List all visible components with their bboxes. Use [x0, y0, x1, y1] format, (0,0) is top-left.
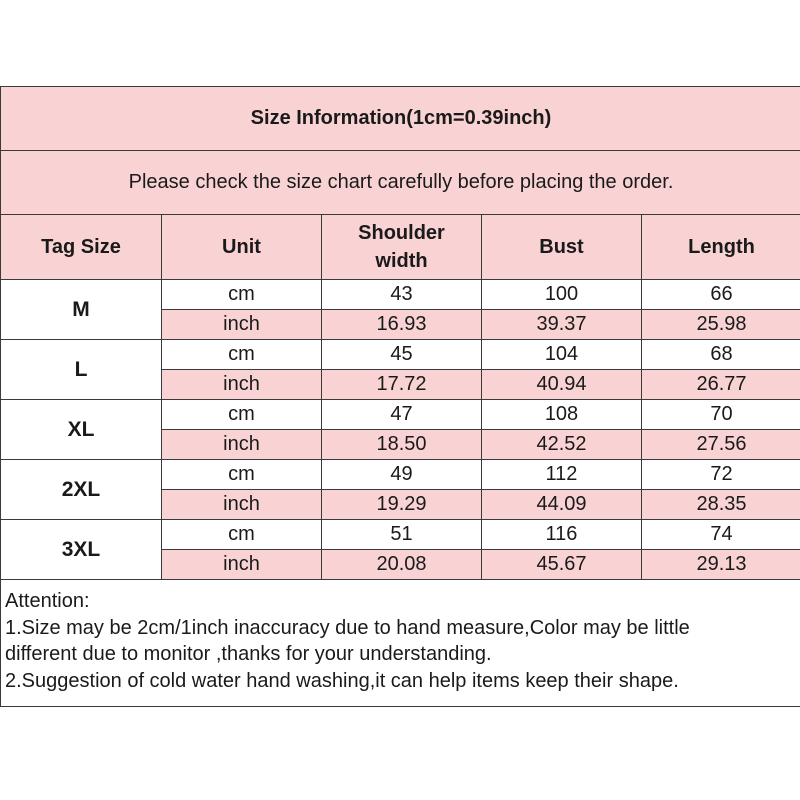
attention-note-line: 2.Suggestion of cold water hand washing,it can help items keep their shape. [5, 669, 679, 692]
unit-cell: cm [162, 520, 322, 550]
table-row [1, 340, 800, 370]
length-cell: 25.98 [642, 310, 800, 340]
table-row [1, 400, 800, 430]
header-unit: Unit [162, 215, 322, 280]
header-shoulder-width-label: Shoulder width [358, 222, 445, 272]
attention-note-line: different due to monitor ,thanks for your understanding. [5, 643, 492, 665]
chart-title [1, 87, 800, 151]
bust-cell: 44.09 [482, 490, 642, 520]
bust-cell: 100 [482, 280, 642, 310]
length-cell: 29.13 [642, 550, 800, 580]
unit-cell: cm [162, 340, 322, 370]
unit-cell: cm [162, 280, 322, 310]
size-tag-cell: L [1, 340, 162, 400]
unit-cell: cm [162, 460, 322, 490]
shoulder-width-cell: 17.72 [322, 370, 482, 400]
unit-cell: inch [162, 490, 322, 520]
length-cell: 26.77 [642, 370, 800, 400]
shoulder-width-cell: 43 [322, 280, 482, 310]
shoulder-width-cell: 19.29 [322, 490, 482, 520]
shoulder-width-cell: 51 [322, 520, 482, 550]
shoulder-width-cell: 16.93 [322, 310, 482, 340]
unit-cell: inch [162, 430, 322, 460]
table-row [1, 280, 800, 310]
table-row [1, 520, 800, 550]
attention-notes [1, 580, 800, 707]
size-tag-cell: M [1, 280, 162, 340]
shoulder-width-cell: 20.08 [322, 550, 482, 580]
table-row [1, 460, 800, 490]
size-tag-cell: 2XL [1, 460, 162, 520]
unit-cell: cm [162, 400, 322, 430]
header-length: Length [642, 215, 800, 280]
bust-cell: 39.37 [482, 310, 642, 340]
chart-title-text: Size Information(1cm=0.39inch) [250, 107, 552, 129]
length-cell: 74 [642, 520, 800, 550]
length-cell: 28.35 [642, 490, 800, 520]
bust-cell: 116 [482, 520, 642, 550]
bust-cell: 108 [482, 400, 642, 430]
chart-subtitle: Please check the size chart carefully before placing the order. [1, 151, 800, 215]
bust-cell: 112 [482, 460, 642, 490]
header-tag-size: Tag Size [1, 215, 162, 280]
unit-cell: inch [162, 310, 322, 340]
length-cell: 68 [642, 340, 800, 370]
attention-note-line: 1.Size may be 2cm/1inch inaccuracy due to hand measure,Color may be little [5, 616, 690, 639]
length-cell: 70 [642, 400, 800, 430]
attention-heading: Attention: [5, 590, 90, 612]
length-cell: 66 [642, 280, 800, 310]
header-bust: Bust [482, 215, 642, 280]
size-tag-cell: XL [1, 400, 162, 460]
size-chart-table [0, 86, 800, 707]
unit-cell: inch [162, 550, 322, 580]
unit-cell: inch [162, 370, 322, 400]
bust-cell: 42.52 [482, 430, 642, 460]
bust-cell: 104 [482, 340, 642, 370]
shoulder-width-cell: 18.50 [322, 430, 482, 460]
shoulder-width-cell: 49 [322, 460, 482, 490]
length-cell: 72 [642, 460, 800, 490]
size-tag-cell: 3XL [1, 520, 162, 580]
shoulder-width-cell: 45 [322, 340, 482, 370]
bust-cell: 40.94 [482, 370, 642, 400]
length-cell: 27.56 [642, 430, 800, 460]
shoulder-width-cell: 47 [322, 400, 482, 430]
bust-cell: 45.67 [482, 550, 642, 580]
header-shoulder-width [322, 215, 482, 280]
